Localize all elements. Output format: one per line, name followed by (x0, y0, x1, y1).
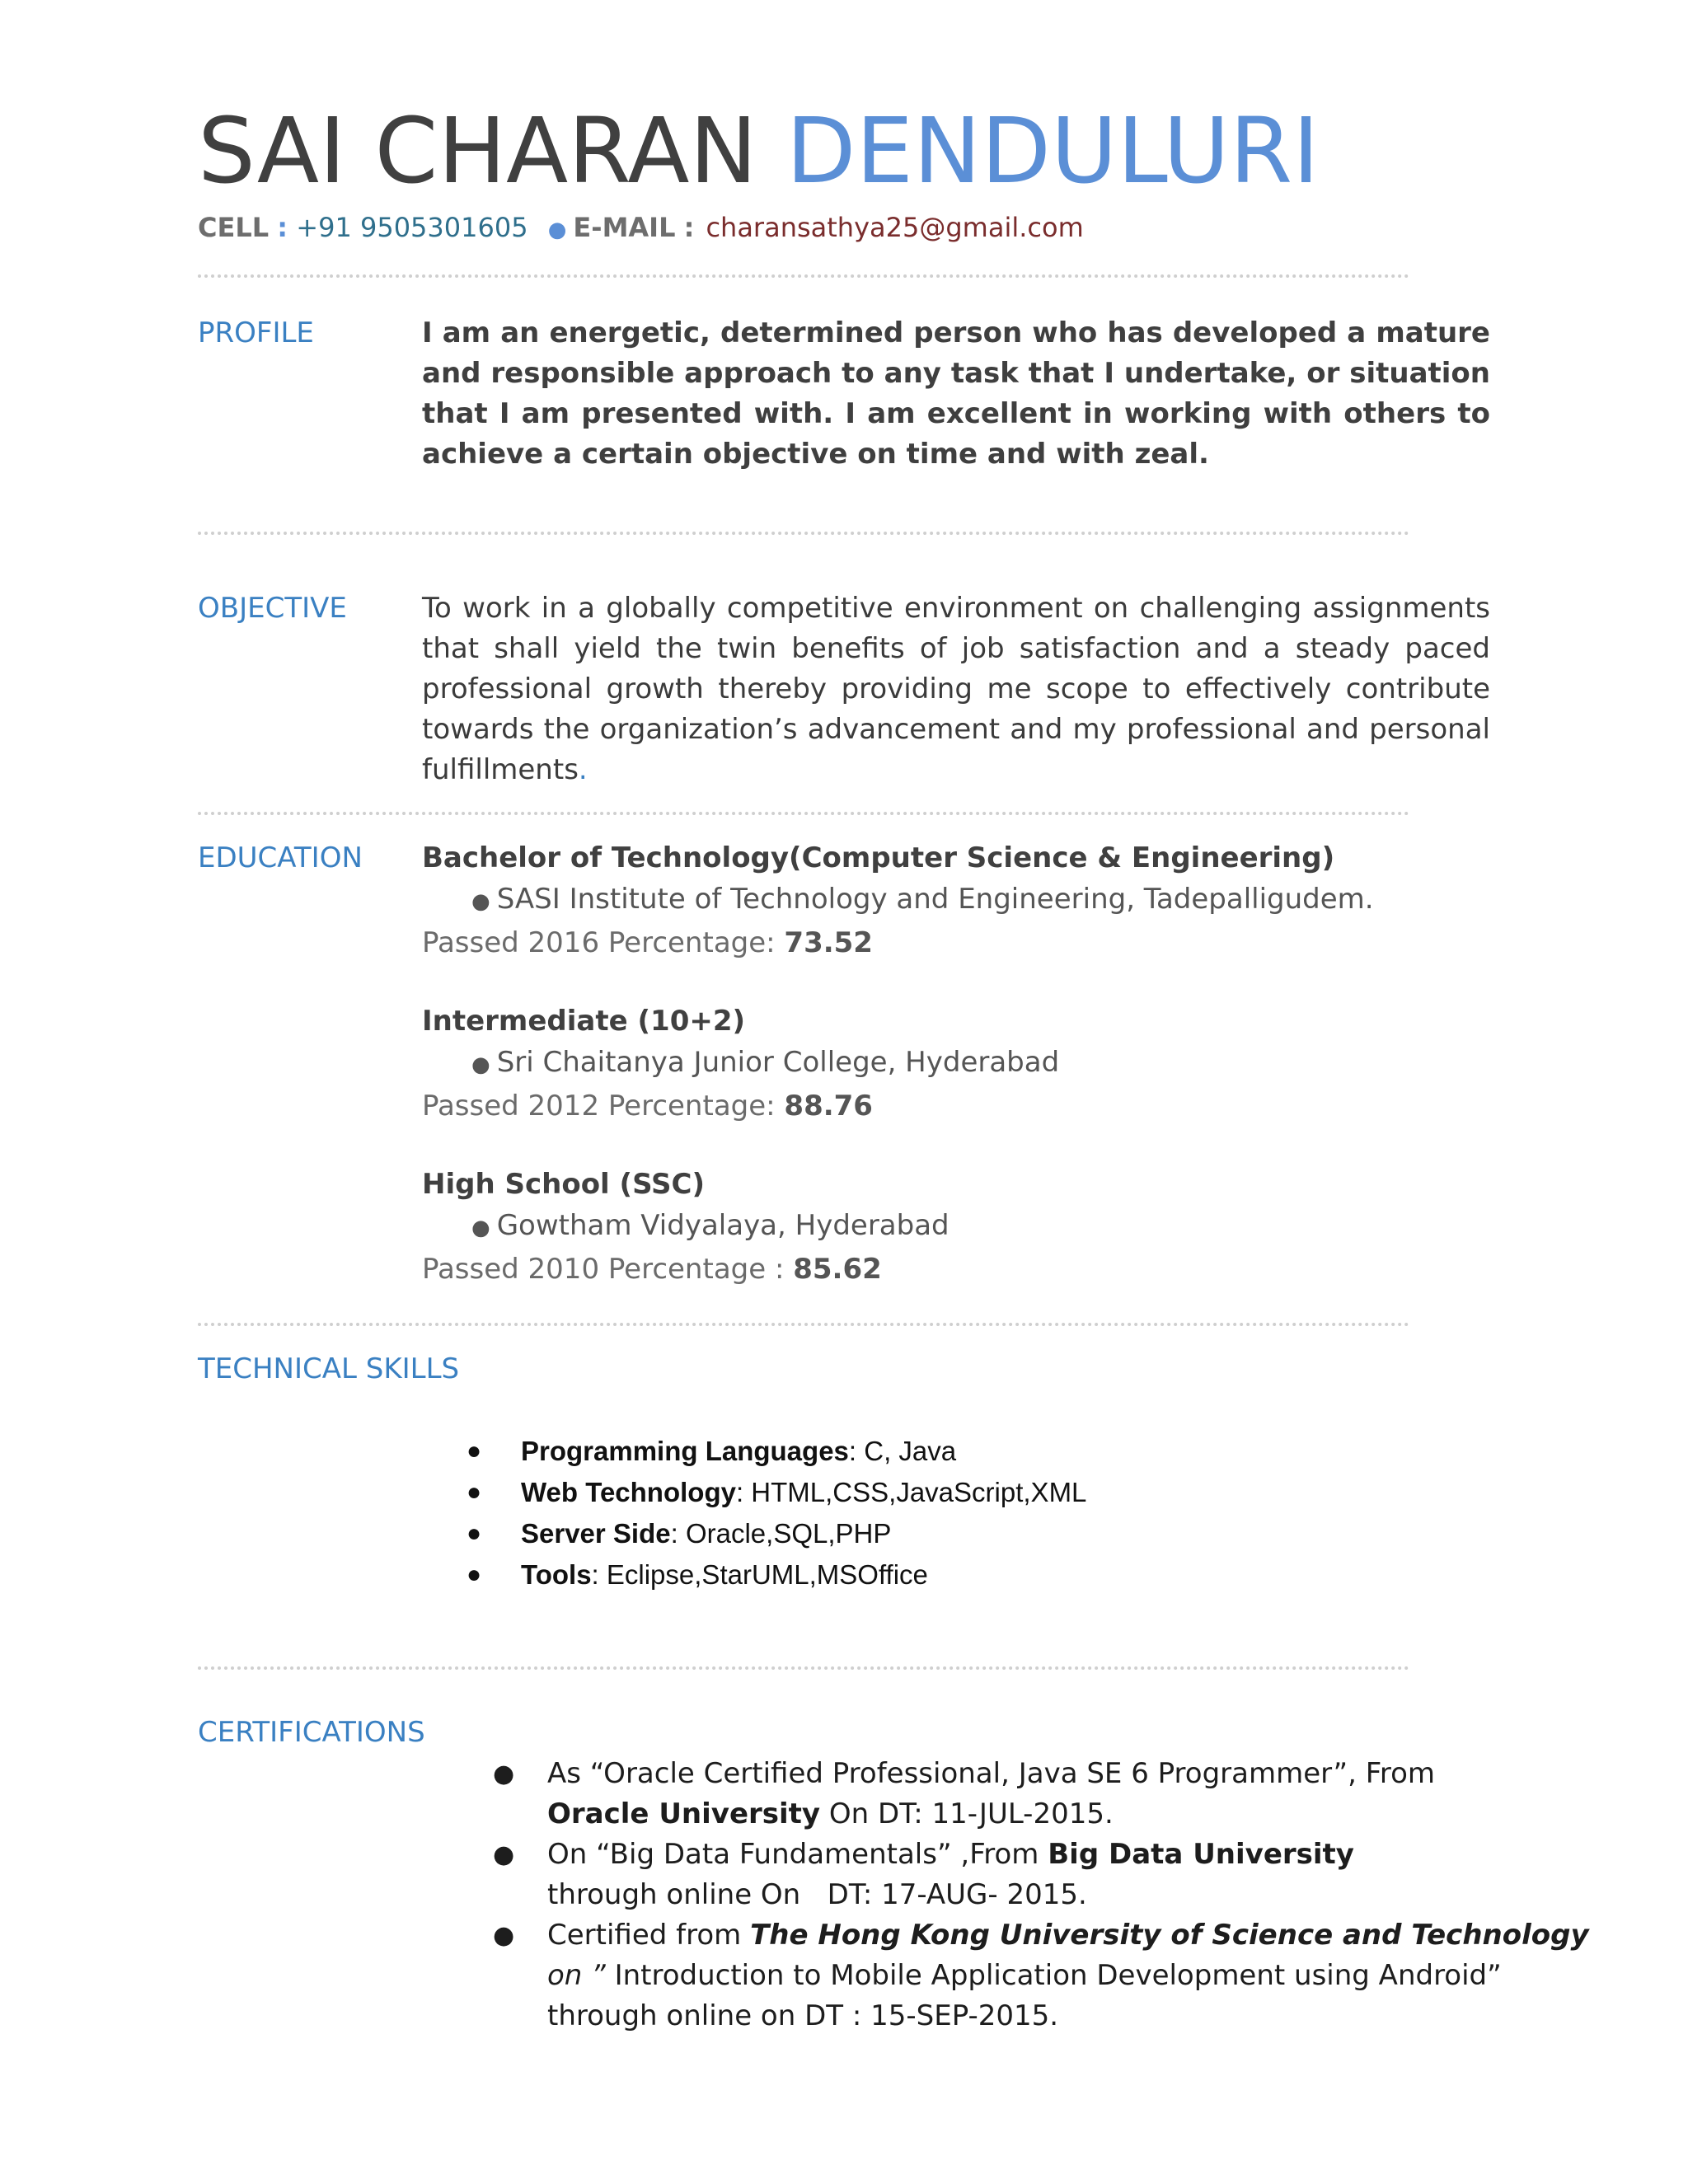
cert-org: The Hong Kong University of Science and Technology (750, 1919, 1589, 1952)
cert-on: on ” (547, 1959, 606, 1992)
skill-key: Server Side (521, 1518, 671, 1549)
profile-text: I am an energetic, determined person who has developed a mature and responsible approach to any task that I undertake, or situation that I am presented with. I am excellent in working with others to achieve a certain objective on time and with zeal. (422, 316, 1490, 471)
email-colon: : (683, 212, 695, 243)
email-label: E-MAIL (573, 212, 676, 243)
objective-heading: OBJECTIVE (198, 592, 347, 625)
section-divider (198, 812, 1409, 815)
cert-date: On DT: 11-JUL-2015. (820, 1797, 1114, 1830)
skill-value: : C, Java (848, 1436, 957, 1466)
cell-colon: : (277, 212, 288, 243)
cert-org: Oracle University (547, 1797, 821, 1830)
cert-text: Certified from (547, 1919, 751, 1952)
institution-name: SASI Institute of Technology and Engineering, Tadepalligudem. (496, 883, 1374, 916)
bullet-icon: ● (471, 889, 490, 914)
bullet-icon: ● (493, 1760, 515, 1788)
cert-text: On “Big Data Fundamentals” ,From (547, 1838, 1048, 1871)
bullet-icon: ● (493, 1840, 515, 1869)
section-divider (198, 274, 1409, 278)
cert-line: through online on DT : 15-SEP-2015. (547, 1999, 1059, 2032)
passed-text: Passed 2016 Percentage: (422, 926, 785, 959)
phone-number: +91 9505301605 (296, 212, 528, 243)
skill-key: Web Technology (521, 1477, 736, 1507)
education-item (422, 837, 1493, 963)
skill-key: Programming Languages (521, 1436, 849, 1466)
objective-text (422, 588, 1490, 790)
objective-body: To work in a globally competitive environment on challenging assignments that shall yield the twin benefits of job satisfaction and a steady paced professional growth thereby providing me scope to effectively contribute towards the organization’s advancement and my professional and personal fulfillments (422, 592, 1490, 786)
degree-title: High School (SSC) (422, 1168, 706, 1201)
passed-text: Passed 2010 Percentage : (422, 1253, 794, 1286)
institution (422, 1042, 1493, 1085)
education-item (422, 1001, 1493, 1127)
institution (422, 1205, 1493, 1249)
percentage: 85.62 (793, 1253, 882, 1286)
passed-text: Passed 2012 Percentage: (422, 1090, 785, 1122)
first-name: SAI CHARAN (198, 98, 757, 204)
institution (422, 879, 1493, 922)
certifications-heading: CERTIFICATIONS (198, 1716, 425, 1749)
education-heading: EDUCATION (198, 841, 363, 874)
bullet-icon: ● (471, 1216, 490, 1240)
candidate-name (198, 97, 1320, 204)
bullet-icon: ● (471, 1052, 490, 1077)
cell-label: CELL (198, 212, 270, 243)
passed-line (422, 1249, 1493, 1290)
skills-heading: TECHNICAL SKILLS (198, 1352, 460, 1385)
bullet-icon: ● (493, 1921, 515, 1950)
degree-title: Intermediate (10+2) (422, 1005, 746, 1038)
skill-value: : Eclipse,StarUML,MSOffice (591, 1559, 928, 1590)
bullet-icon: ● (467, 1437, 482, 1465)
bullet-icon: ● (467, 1520, 482, 1547)
section-divider (198, 532, 1409, 535)
separator-bullet-icon: ● (547, 218, 567, 242)
cert-line: through online On DT: 17-AUG- 2015. (547, 1878, 1087, 1911)
passed-line (422, 922, 1493, 963)
percentage: 88.76 (784, 1090, 873, 1122)
skill-key: Tools (521, 1559, 592, 1590)
last-name: DENDULURI (785, 98, 1320, 204)
email-address: charansathya25@gmail.com (706, 212, 1084, 243)
certification-item (493, 1835, 1589, 1915)
profile-heading: PROFILE (198, 316, 314, 349)
cert-line (547, 1835, 1589, 1875)
certifications-list (493, 1754, 1589, 2036)
cert-course: Introduction to Mobile Application Development using Android” (605, 1959, 1502, 1992)
passed-line (422, 1085, 1493, 1127)
objective-end: . (578, 753, 588, 786)
cert-line (547, 1915, 1589, 1956)
bullet-icon: ● (467, 1561, 482, 1588)
section-divider (198, 1323, 1409, 1326)
institution-name: Gowtham Vidyalaya, Hyderabad (496, 1209, 950, 1242)
cert-line: As “Oracle Certified Professional, Java SE 6 Programmer”, From (547, 1757, 1436, 1790)
cert-line (547, 1794, 1589, 1835)
skill-value: : Oracle,SQL,PHP (670, 1518, 892, 1549)
institution-name: Sri Chaitanya Junior College, Hyderabad (496, 1046, 1060, 1079)
education-item (422, 1164, 1493, 1290)
contact-line (198, 211, 1084, 246)
section-divider (198, 1666, 1409, 1670)
certification-item (493, 1915, 1589, 2036)
skill-value: : HTML,CSS,JavaScript,XML (735, 1477, 1087, 1507)
degree-title: Bachelor of Technology(Computer Science & Engineering) (422, 841, 1335, 874)
cert-org: Big Data University (1048, 1838, 1354, 1871)
certification-item (493, 1754, 1589, 1835)
bullet-icon: ● (467, 1479, 482, 1506)
percentage: 73.52 (784, 926, 873, 959)
cert-line (547, 1956, 1589, 1996)
